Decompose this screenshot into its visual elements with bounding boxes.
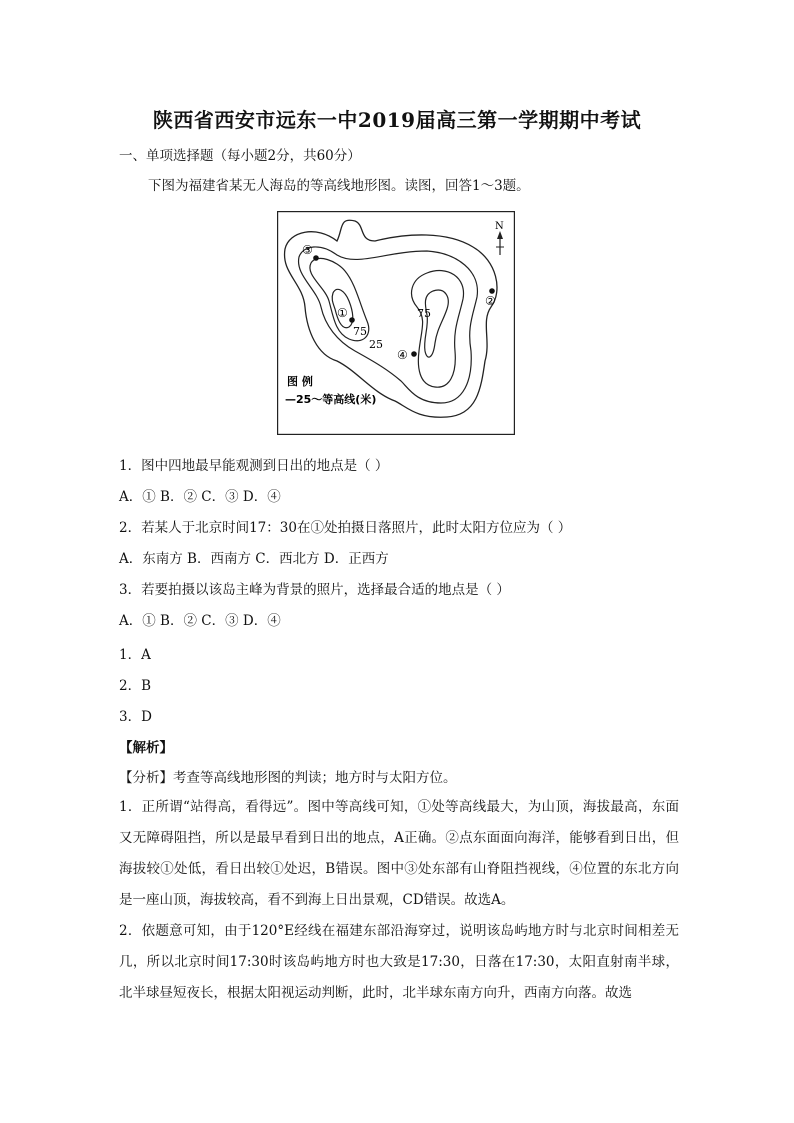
explanation-2: 2．依题意可知，由于120°E经线在福建东部沿海穿过，说明该岛屿地方时与北京时间相差无几，所以北京时间17:30时该岛屿地方时也大致是17:30，日落在17:30，太阳直射南半球，北半球昼短夜长，根据太阳视运动判断，此时，北半球东南方向升，西南方向落。故选 [119,923,679,1001]
question-2: 2．若某人于北京时间17：30在①处拍摄日落照片，此时太阳方位应为（ ） [119,520,572,536]
analysis-heading: 【解析】 [119,740,173,756]
svg-text:②: ② [485,294,496,308]
svg-text:③: ③ [302,243,313,257]
answer-3: 3．D [119,709,152,725]
question-1-options: A．① B．② C．③ D．④ [119,489,281,505]
legend-item: —25～等高线(米) [285,393,377,406]
contour-label: 25 [369,338,383,351]
legend-title: 图 例 [287,375,313,388]
answer-2: 2．B [119,678,152,694]
answer-1: 1．A [119,647,151,663]
north-label: N [495,221,504,232]
question-2-options: A．东南方 B．西南方 C．西北方 D．正西方 [119,551,389,567]
contour-map [277,211,515,435]
question-3: 3．若要拍摄以该岛主峰为背景的照片，选择最合适的地点是（ ） [119,582,510,598]
question-intro: 下图为福建省某无人海岛的等高线地形图。读图，回答1～3题。 [148,178,530,194]
page-title: 陕西省西安市远东一中2019届高三第一学期期中考试 [152,108,642,132]
svg-text:①: ① [337,306,348,320]
question-3-options: A．① B．② C．③ D．④ [119,613,281,629]
contour-label: 75 [353,325,367,338]
explanation-1: 1．正所谓“站得高，看得远”。图中等高线可知，①处等高线最大，为山顶，海拔最高，东面又无障碍阻挡，所以是最早看到日出的地点，A正确。②点东面面向海洋，能够看到日出，但海拔较①处低，看日出较①处迟，B错误。图中③处东部有山脊阻挡视线，④位置的东北方向是一座山顶，海拔较高，看不到海上日出景观，CD错误。故选A。 [119,799,679,908]
svg-text:④: ④ [397,348,408,362]
question-1: 1．图中四地最早能观测到日出的地点是（ ） [119,458,389,474]
section-heading: 一、单项选择题（每小题2分，共60分） [119,148,361,164]
analysis-intro: 【分析】考查等高线地形图的判读；地方时与太阳方位。 [119,770,457,786]
contour-label: 75 [417,307,431,320]
